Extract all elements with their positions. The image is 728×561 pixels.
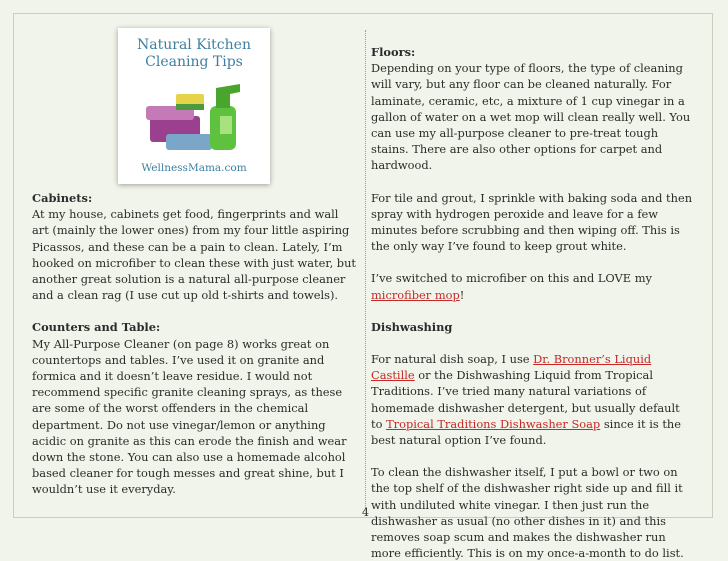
counters-text: My All-Purpose Cleaner (on page 8) works great on countertops and tables. I’ve used it on granite and formica and it doesn’t leave residue. I would not recommend specific granite cleaning sprays, as these are some of the worst offenders in the chemical department. Do not use vinegar/lemon or anything acidic on granite as this can erode the finish and wear down the stone. You can also use a homemade alcohol based cleaner for tough messes and great shine, but I wouldn’t use it everyday. (32, 336, 347, 497)
dr-bronners-link[interactable]: Dr. Bronner’s Liquid Castille (371, 352, 652, 383)
tropical-traditions-link[interactable]: Tropical Traditions Dishwasher Soap (386, 416, 601, 431)
floors-heading: Floors: (371, 45, 416, 59)
floors-text-3: I’ve switched to microfiber on this and LOVE my microfiber mop! (371, 271, 652, 302)
page-number: 4 (362, 506, 369, 519)
logo-image (118, 28, 270, 184)
cabinets-heading: Cabinets: (32, 191, 93, 205)
left-column (32, 190, 358, 498)
floors-text-2: For tile and grout, I sprinkle with baking soda and then spray with hydrogen peroxide and leave for a few minutes before scrubbing and then wiping off. This is the only way I’ve found to keep grout white. (371, 190, 693, 254)
counters-heading: Counters and Table: (32, 320, 161, 335)
cleaning-supplies-illustration (136, 76, 252, 162)
logo-title: Natural Kitchen Cleaning Tips (137, 37, 251, 70)
dishwashing-text-1: For natural dish soap, I use Dr. Bronner’s Liquid Castille or the Dishwashing Liquid from Tropical Traditions. I’ve tried many natural variations of homemade dishwasher detergent, but usually default to Tropical Traditions Dishwasher Soap since it is the best natural option I’ve found. (371, 352, 682, 448)
dishwashing-text-2: To clean the dishwasher itself, I put a bowl or two on the top shelf of the dishwasher right side up and fill it with undiluted white vinegar. I then just run the dishwasher as usual (no other dishes in it) and this removes soap scum and makes the dishwasher run more efficiently. This is on my once-a-month to do list. (371, 465, 684, 561)
right-column (371, 44, 693, 561)
cabinets-text: At my house, cabinets get food, fingerprints and wall art (mainly the lower ones) from my four little aspiring Picassos, and these can be a pain to clean. Lately, I’m hooked on microfiber to clean these with just water, but another great solution is a natural all-purpose cleaner and a clean rag (I use cut up old t-shirts and towels). (32, 207, 357, 303)
floors-text-1: Depending on your type of floors, the type of cleaning will vary, but any floor can be cleaned naturally. For laminate, ceramic, etc, a mixture of 1 cup vinegar in a gallon of water on a wet mop will clean really well. You can use my all-purpose cleaner to pre-treat tough stains. There are also other options for carpet and hardwood. (371, 61, 691, 173)
dishwashing-heading: Dishwashing (371, 319, 453, 334)
column-divider (365, 30, 366, 508)
logo-site: WellnessMama.com (141, 162, 247, 174)
microfiber-mop-link[interactable]: microfiber mop (371, 287, 460, 302)
